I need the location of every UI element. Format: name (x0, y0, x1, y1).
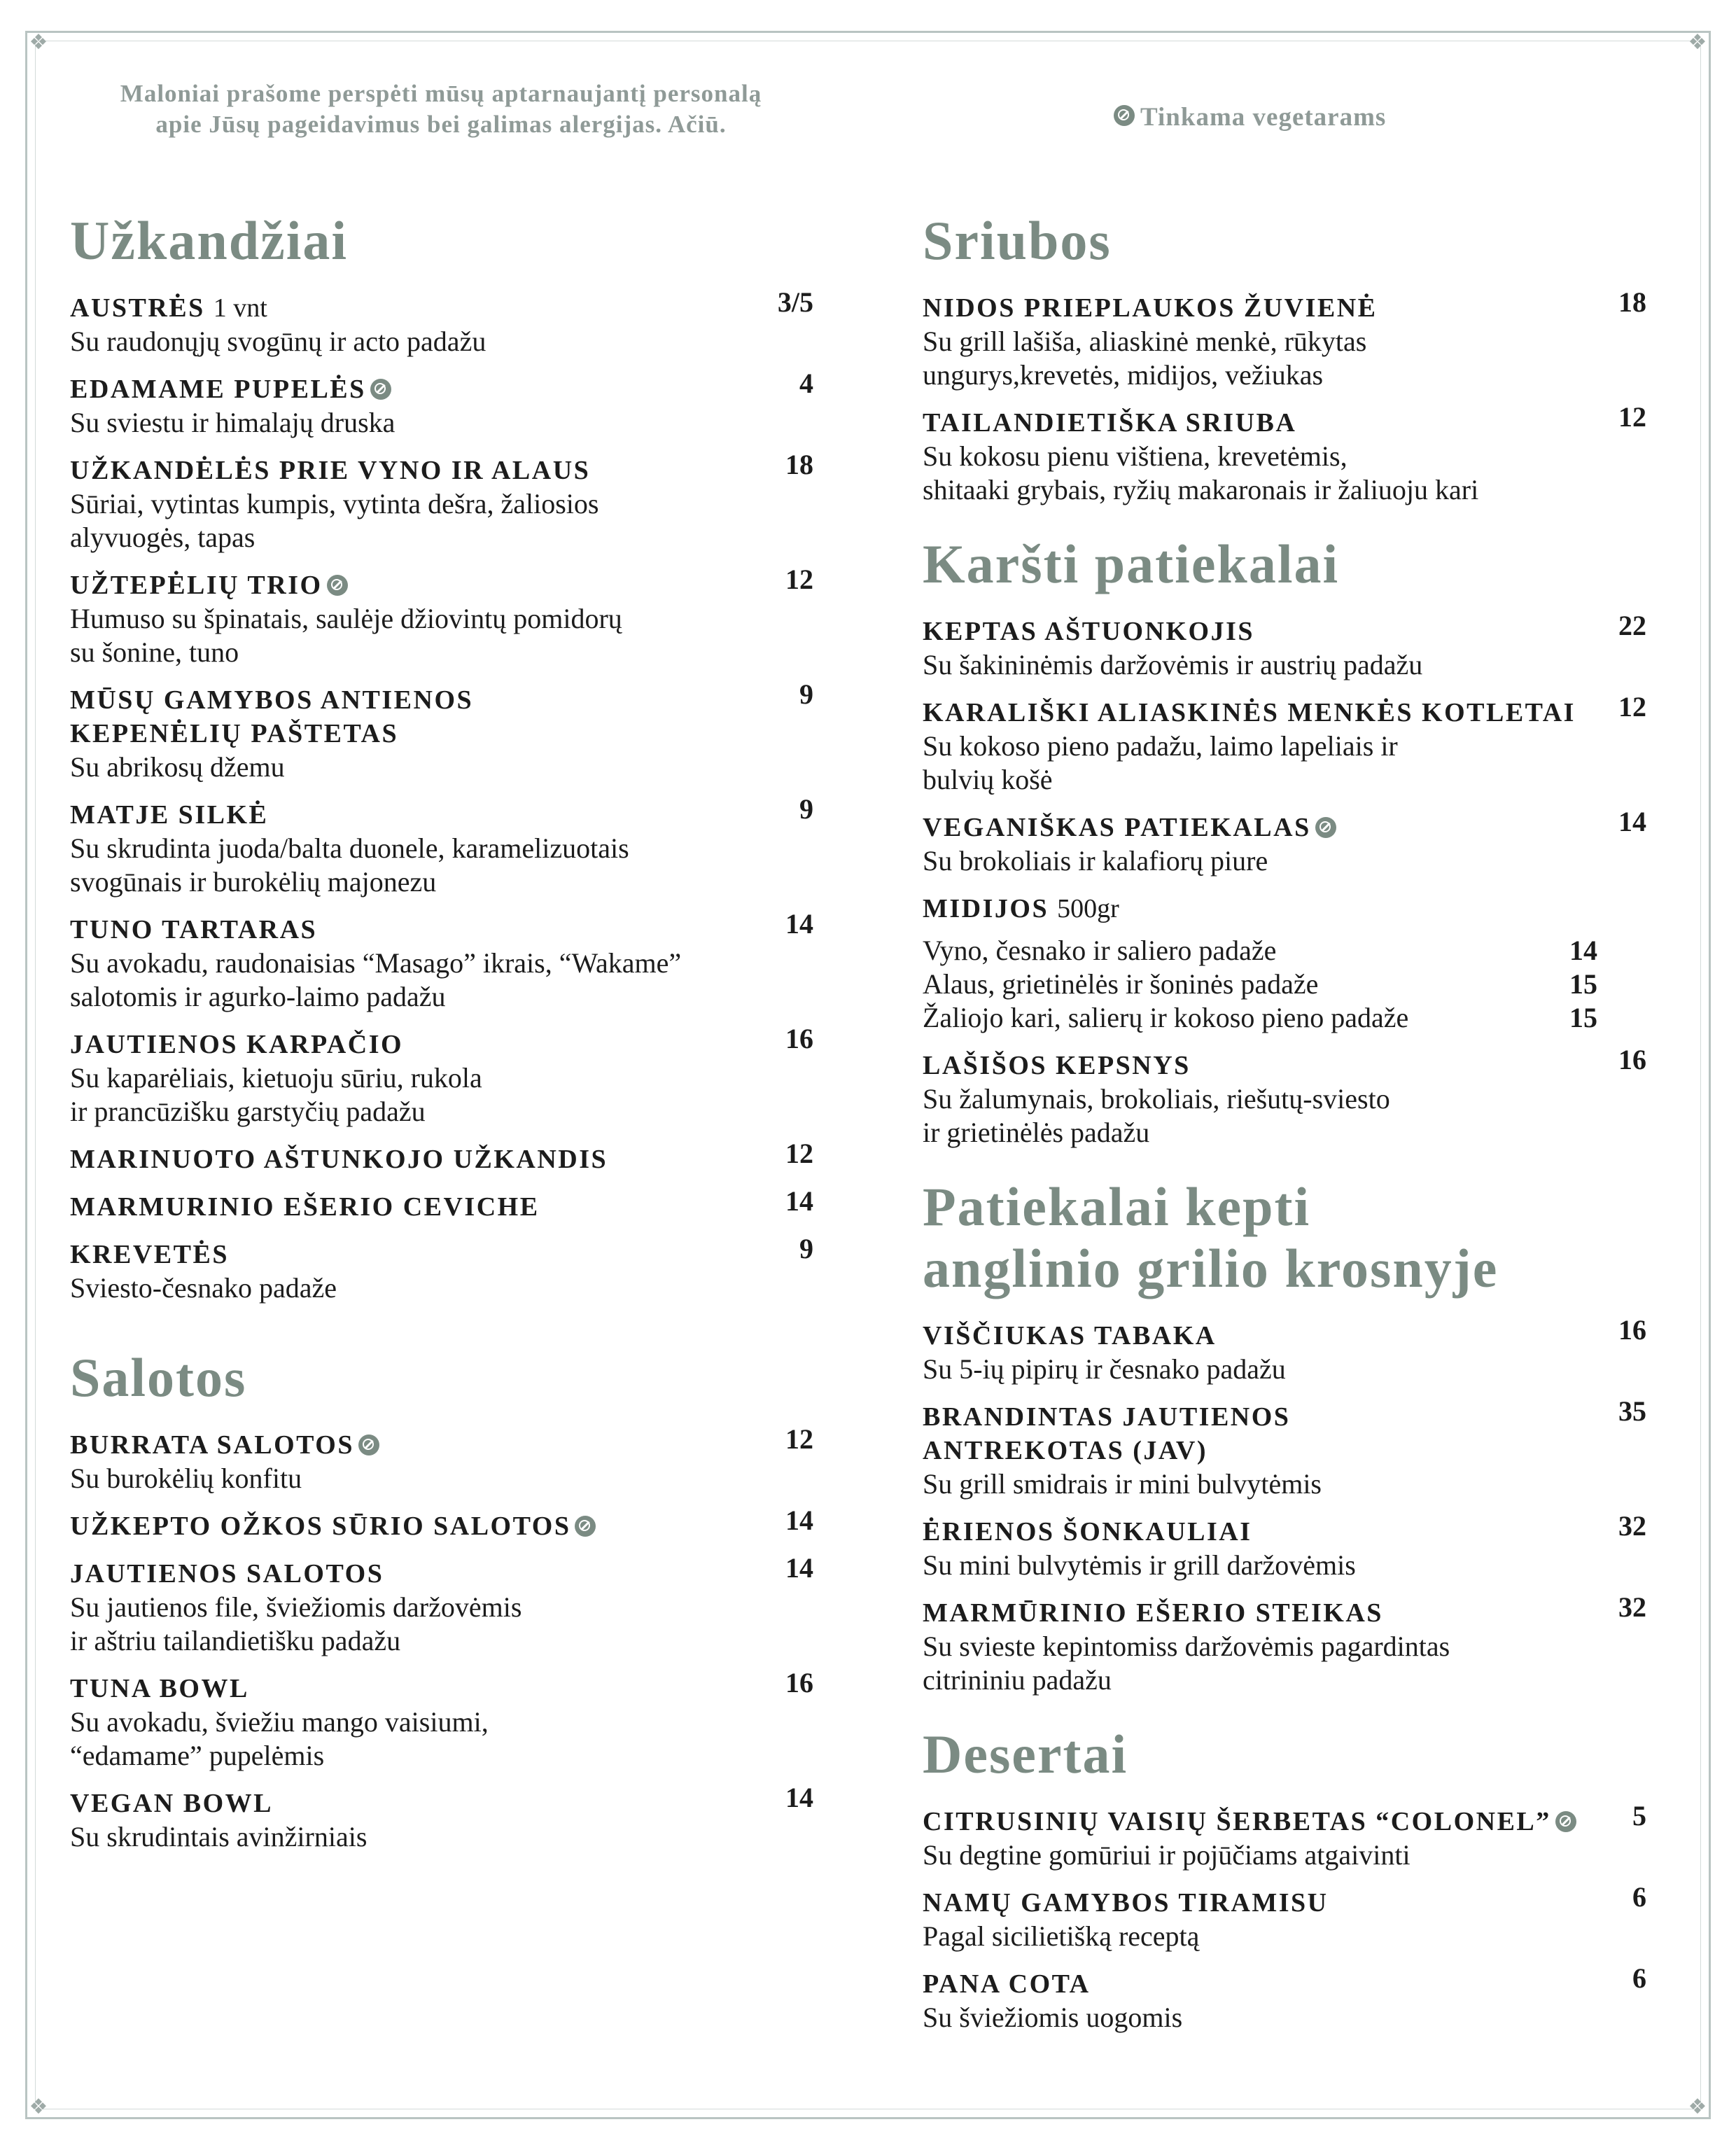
menu-item (70, 1782, 813, 1854)
variant-label: Žaliojo kari, salierų ir kokoso pieno padaže (923, 1002, 1409, 1033)
item-price: 12 (785, 564, 813, 595)
corner-ornament-icon: ❖ (29, 30, 48, 55)
item-description: Su avokadu, šviežiu mango vaisiumi, “edamame” pupelėmis (70, 1706, 489, 1771)
item-description: Sūriai, vytintas kumpis, vytinta dešra, žaliosios alyvuogės, tapas (70, 488, 599, 553)
item-description: Su grill smidrais ir mini bulvytėmis (923, 1468, 1322, 1500)
item-name: KREVETĖS (70, 1240, 229, 1269)
menu-item (70, 1552, 813, 1658)
vegetarian-legend-label: Tinkama vegetarams (1140, 103, 1387, 132)
menu-item (70, 1667, 813, 1773)
section-title: Užkandžiai (70, 210, 349, 271)
section-title: Sriubos (923, 210, 1112, 271)
item-name: MARMŪRINIO EŠERIO STEIKAS (923, 1598, 1383, 1628)
vegetarian-icon (1315, 817, 1336, 838)
item-price: 6 (1632, 1962, 1646, 1994)
item-price: 9 (799, 793, 813, 825)
variant-list (923, 934, 1597, 1035)
item-price: 3/5 (777, 286, 813, 318)
item-price: 16 (785, 1023, 813, 1054)
item-price: 32 (1618, 1510, 1646, 1542)
item-price: 4 (799, 368, 813, 399)
vegetarian-icon (575, 1516, 596, 1537)
allergy-note: Maloniai prašome perspėti mūsų aptarnaujantį personalą apie Jūsų pageidavimus bei galimas alergijas. Ačiū. (120, 80, 762, 138)
menu-item (923, 806, 1646, 878)
item-description: Su degtine gomūriui ir pojūčiams atgaivinti (923, 1839, 1410, 1871)
corner-ornament-icon: ❖ (29, 2095, 48, 2119)
item-name: MARINUOTO AŠTUNKOJO UŽKANDIS (70, 1145, 608, 1174)
variant-price: 15 (1569, 968, 1597, 1000)
variant-row (923, 968, 1597, 1001)
corner-ornament-icon: ❖ (1688, 30, 1707, 55)
item-description: Su avokadu, raudonaisias “Masago” ikrais, “Wakame” salotomis ir agurko-laimo padažu (70, 947, 682, 1012)
item-price: 14 (1618, 806, 1646, 837)
menu-item (923, 1044, 1646, 1150)
item-name: NAMŲ GAMYBOS TIRAMISU (923, 1888, 1329, 1918)
menu-item-midijos (923, 892, 1646, 1035)
menu-item (923, 401, 1646, 507)
item-name: JAUTIENOS KARPAČIO (70, 1030, 404, 1059)
section-title: Desertai (923, 1724, 1128, 1785)
item-name: JAUTIENOS SALOTOS (70, 1559, 384, 1589)
menu-item (923, 691, 1646, 797)
menu-item (923, 1800, 1646, 1872)
section-title: Karšti patiekalai (923, 533, 1340, 594)
item-description: Su skrudintais avinžirniais (70, 1821, 368, 1852)
item-description: Humuso su špinatais, saulėje džiovintų pomidorų su šonine, tuno (70, 603, 622, 668)
item-name: MŪSŲ GAMYBOS ANTIENOS KEPENĖLIŲ PAŠTETAS (70, 685, 474, 748)
menu-item (70, 564, 813, 669)
item-name: TUNO TARTARAS (70, 915, 318, 944)
section-title: Salotos (70, 1347, 247, 1408)
item-price: 16 (1618, 1314, 1646, 1346)
item-description: Su žalumynais, brokoliais, riešutų-sviesto ir grietinėlės padažu (923, 1083, 1390, 1148)
item-name: LAŠIŠOS KEPSNYS (923, 1051, 1191, 1080)
item-price: 16 (785, 1667, 813, 1698)
item-name: EDAMAME PUPELĖS (70, 372, 764, 406)
section-desertai (923, 1724, 1646, 2034)
item-name: NIDOS PRIEPLAUKOS ŽUVIENĖ (923, 293, 1378, 323)
item-name: MIDIJOS 500gr (923, 894, 1119, 923)
section-sriubos (923, 210, 1646, 507)
item-description: Su abrikosų džemu (70, 751, 285, 783)
item-price: 14 (785, 1552, 813, 1584)
item-name: CITRUSINIŲ VAISIŲ ŠERBETAS “COLONEL” (923, 1805, 1597, 1838)
menu-item (923, 610, 1646, 682)
item-name: KEPTAS AŠTUONKOJIS (923, 617, 1255, 646)
item-name: VEGAN BOWL (70, 1789, 273, 1818)
section-grilis (923, 1176, 1646, 1697)
section-salotos (70, 1347, 813, 1854)
item-name: MATJE SILKĖ (70, 800, 269, 830)
variant-label: Alaus, grietinėlės ir šoninės padaže (923, 968, 1319, 1000)
item-description: Su šakininėmis daržovėmis ir austrių padažu (923, 649, 1423, 680)
menu-item (70, 286, 813, 358)
item-price: 12 (785, 1423, 813, 1455)
section-title-line2: anglinio grilio krosnyje (923, 1238, 1499, 1299)
item-price: 18 (1618, 286, 1646, 318)
menu-item (923, 1395, 1646, 1501)
item-description: Su kokoso pieno padažu, laimo lapeliais ir bulvių košė (923, 730, 1398, 795)
menu-item (70, 793, 813, 899)
item-name: ĖRIENOS ŠONKAULIAI (923, 1517, 1252, 1547)
variant-row (923, 1001, 1597, 1035)
item-price: 32 (1618, 1591, 1646, 1623)
variant-price: 15 (1569, 1002, 1597, 1033)
item-unit: 1 vnt (213, 293, 267, 323)
item-price: 22 (1618, 610, 1646, 641)
item-name: TAILANDIETIŠKA SRIUBA (923, 408, 1297, 438)
item-name: VEGANIŠKAS PATIEKALAS (923, 811, 1597, 844)
menu-item (70, 1233, 813, 1305)
item-price: 6 (1632, 1881, 1646, 1913)
menu-item (923, 1510, 1646, 1582)
item-description: Su brokoliais ir kalafiorų piure (923, 845, 1268, 877)
menu-item (70, 449, 813, 554)
item-price: 14 (785, 1185, 813, 1217)
item-price: 5 (1632, 1800, 1646, 1831)
item-description: Su 5-ių pipirų ir česnako padažu (923, 1353, 1286, 1385)
vegetarian-icon (358, 1435, 379, 1456)
item-name: AUSTRĖS 1 vnt (70, 293, 267, 323)
section-uzkandziai (70, 210, 813, 1305)
item-price: 35 (1618, 1395, 1646, 1427)
menu-item (70, 1185, 813, 1224)
item-price: 12 (1618, 691, 1646, 723)
item-description: Su svieste kepintomiss daržovėmis pagardintas citrininiu padažu (923, 1631, 1450, 1696)
item-name: UŽKANDĖLĖS PRIE VYNO IR ALAUS (70, 456, 591, 485)
item-description: Sviesto-česnako padaže (70, 1272, 337, 1304)
item-description: Su raudonųjų svogūnų ir acto padažu (70, 326, 486, 357)
item-price: 14 (785, 1505, 813, 1536)
item-description: Su šviežiomis uogomis (923, 2002, 1183, 2033)
vegetarian-icon (370, 379, 391, 400)
item-description: Su mini bulvytėmis ir grill daržovėmis (923, 1549, 1356, 1581)
vegetarian-icon (1555, 1811, 1576, 1832)
menu-item (923, 1962, 1646, 2034)
menu-item (923, 286, 1646, 392)
item-price: 9 (799, 1233, 813, 1264)
leaf-icon (1114, 105, 1135, 126)
item-name: MARMURINIO EŠERIO CEVICHE (70, 1192, 540, 1222)
item-description: Pagal sicilietišką receptą (923, 1920, 1200, 1952)
section-title-line1: Patiekalai kepti (923, 1176, 1311, 1237)
item-price: 14 (785, 1782, 813, 1813)
item-name: PANA COTA (923, 1969, 1091, 1999)
menu-item (70, 678, 813, 784)
menu-item (70, 1505, 813, 1543)
item-price: 12 (1618, 401, 1646, 433)
item-unit: 500gr (1057, 894, 1119, 923)
item-description: Su kaparėliais, kietuoju sūriu, rukola ir prancūzišku garstyčių padažu (70, 1062, 482, 1127)
item-name: KARALIŠKI ALIASKINĖS MENKĖS KOTLETAI (923, 698, 1576, 727)
vegetarian-legend (1110, 102, 1386, 132)
item-description: Su jautienos file, šviežiomis daržovėmis ir aštriu tailandietišku padažu (70, 1591, 522, 1656)
menu-item (923, 1591, 1646, 1697)
item-name: TUNA BOWL (70, 1674, 249, 1703)
right-column (923, 210, 1646, 2061)
section-karsti-patiekalai (923, 533, 1646, 1150)
item-name: VIŠČIUKAS TABAKA (923, 1321, 1217, 1350)
item-name: UŽKEPTO OŽKOS SŪRIO SALOTOS (70, 1509, 764, 1543)
item-price: 18 (785, 449, 813, 480)
item-description: Su skrudinta juoda/balta duonele, karamelizuotais svogūnais ir burokėlių majonezu (70, 832, 629, 898)
vegetarian-icon (327, 575, 348, 596)
item-name: BRANDINTAS JAUTIENOS ANTREKOTAS (JAV) (923, 1402, 1291, 1465)
item-description: Su burokėlių konfitu (70, 1463, 302, 1494)
menu-item (70, 1423, 813, 1495)
item-price: 9 (799, 678, 813, 710)
item-description: Su grill lašiša, aliaskinė menkė, rūkytas ungurys,krevetės, midijos, vežiukas (923, 326, 1367, 391)
item-name: UŽTEPĖLIŲ TRIO (70, 568, 764, 602)
item-price: 12 (785, 1138, 813, 1169)
item-price: 16 (1618, 1044, 1646, 1075)
variant-row (923, 934, 1597, 968)
item-description: Su kokosu pienu vištiena, krevetėmis, shitaaki grybais, ryžių makaronais ir žaliuoju kari (923, 440, 1479, 505)
item-price: 14 (785, 908, 813, 940)
menu-item (70, 908, 813, 1014)
item-name: BURRATA SALOTOS (70, 1428, 764, 1462)
variant-price: 14 (1569, 935, 1597, 966)
corner-ornament-icon: ❖ (1688, 2095, 1707, 2119)
menu-item (70, 1138, 813, 1176)
menu-item (923, 1314, 1646, 1386)
menu-item (70, 1023, 813, 1129)
menu-item (923, 1881, 1646, 1953)
variant-label: Vyno, česnako ir saliero padaže (923, 935, 1277, 966)
left-column (70, 210, 813, 1880)
item-description: Su sviestu ir himalajų druska (70, 407, 396, 438)
menu-item (70, 368, 813, 440)
